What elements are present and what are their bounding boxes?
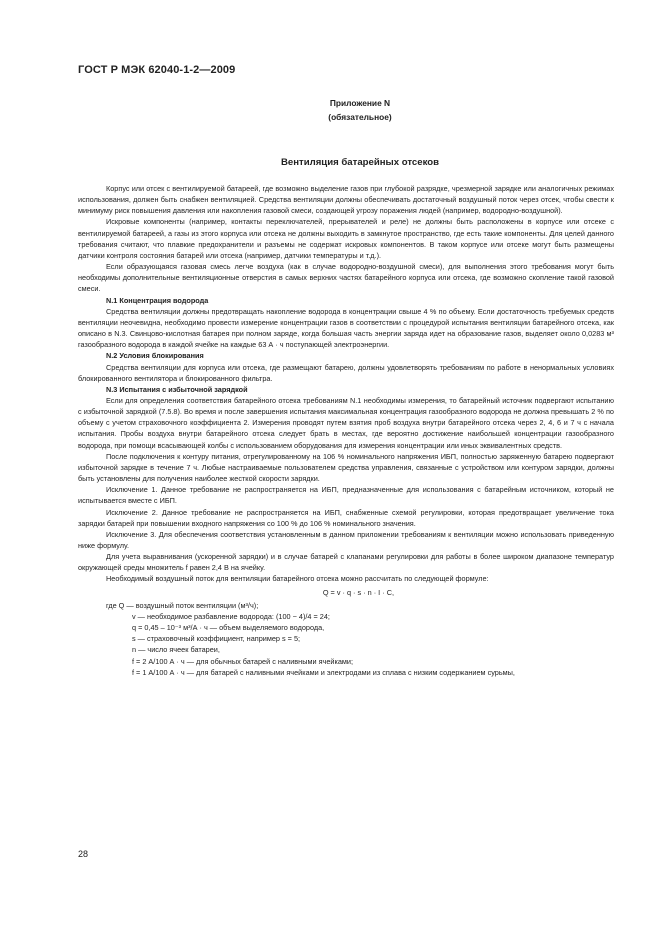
annex-heading: [200, 96, 520, 124]
definition-item: n — число ячеек батареи,: [132, 645, 220, 655]
definition-item: f = 1 А/100 А · ч — для батарей с наливными ячейками и электродами из сплава с низким содержанием сурьмы,: [132, 667, 515, 677]
exception-3: Исключение 3. Для обеспечения соответствия установленным в данном приложении требованиям к вентиляции можно использовать приведенную ниже формулу.: [78, 529, 614, 550]
paragraph: Средства вентиляции для корпуса или отсека, где размещают батарею, должны удовлетворять требованиям по работе в ненормальных условиях блокированного вентилятора и блокированного фильтра.: [78, 362, 614, 383]
definition-item: где Q — воздушный поток вентиляции (м³/ч);: [106, 600, 259, 610]
exception-1: Исключение 1. Данное требование не распространяется на ИБП, предназначенные для использования с батарейным источником, который не испытывается вместе с ИБП.: [78, 485, 614, 506]
section-heading-n1: N.1 Концентрация водорода: [106, 295, 209, 305]
definition-item: v — необходимое разбавление водорода: (100 − 4)/4 = 24;: [132, 611, 330, 621]
paragraph: Искровые компоненты (например, контакты переключателей, прерывателей и реле) не должны быть расположены в корпусе или отсеке с вентилируемой батареей, а газы из этого корпуса или отсека не должны выходить в замкнутое пространство, где есть такие компоненты. Для целей данного требования считают, что плавкие предохранители и разъемы не содержат искровых компонентов. В таком корпусе или отсеке могут быть размещены датчики контроля состояния батарей или отсека (например, датчики температуры и т.д.).: [78, 217, 614, 260]
section-heading-n3: N.3 Испытания с избыточной зарядкой: [106, 384, 248, 394]
exception-2: Исключение 2. Данное требование не распространяется на ИБП, снабженные схемой регулировки, которая предотвращает увеличение тока зарядки батарей при повышении входного напряжения со 100 % до 106 % номинального значения.: [78, 507, 614, 528]
paragraph: Если для определения соответствия батарейного отсека требованиям N.1 необходимы измерения, то батарейный источник подвергают испытанию с избыточной зарядкой (7.5.8). Во время и после завершения испытания максимальная концентрация газообразного водорода не должна превышать 2 % по объему с учетом страховочного коэффициента 2. Измерения проводят путем взятия проб воздуха внутри батарейного отсека через 2, 4, 6 и 7 ч с начала испытания. Пробы воздуха внутри батарейного отсека следует брать в местах, где вероятно достижение наибольшей концентрации газообразного водорода, при помощи всасывающей колбы с использованием оборудования для измерения концентрации или иных эквивалентных средств.: [78, 395, 614, 450]
paragraph: Корпус или отсек с вентилируемой батареей, где возможно выделение газов при глубокой разрядке, чрезмерной зарядке или аналогичных режимах использования, должен быть снабжен вентиляцией. Средства вентиляции должны обеспечивать достаточный воздушный поток через отсек, чтобы свести к минимуму риск повышения давления или накопления газовой смеси, создающей угрозу поражения людей (например, водородно-воздушной).: [78, 184, 614, 216]
annex-status: (обязательное): [328, 112, 392, 122]
annex-title: Вентиляция батарейных отсеков: [280, 157, 440, 168]
standard-header: ГОСТ Р МЭК 62040-1-2—2009: [78, 64, 236, 76]
paragraph: Если образующаяся газовая смесь легче воздуха (как в случае водородно-воздушной смеси), для выполнения этого требования могут быть необходимы дополнительные вентиляционные отверстия в самых верхних частях батарейного корпуса или отсека, где возможно скопление такой газовой смеси.: [78, 262, 614, 294]
definition-item: q = 0,45 – 10⁻³ м³/А · ч — объем выделяемого водорода,: [132, 623, 325, 633]
annex-label: Приложение N: [329, 98, 391, 108]
ventilation-formula: Q = v · q · s · n · I · C,: [322, 587, 394, 597]
definition-item: s — страховочный коэффициент, например s = 5;: [132, 634, 301, 644]
paragraph: Необходимый воздушный поток для вентиляции батарейного отсека можно рассчитать по следующей формуле:: [106, 574, 489, 584]
paragraph: После подключения к контуру питания, отрегулированному на 106 % номинального напряжения ИБП, полностью заряженную батарею подвергают избыточной зарядке в течение 7 ч. Любые настраиваемые пользователем средства управления, связанные с устройством или контуром зарядки, должны быть установлены для получения наиболее жесткой скорости зарядки.: [78, 451, 614, 484]
paragraph: Для учета выравнивания (ускоренной зарядки) и в случае батарей с клапанами регулировки для работы в более широком диапазоне температур окружающей среды множитель f равен 2,4 В на ячейку.: [78, 552, 614, 573]
section-heading-n2: N.2 Условия блокирования: [106, 351, 204, 361]
definition-item: f = 2 А/100 А · ч — для обычных батарей с наливными ячейками;: [132, 656, 353, 666]
paragraph: Средства вентиляции должны предотвращать накопление водорода в концентрации свыше 4 % по объему. Если достаточность требуемых средств вентиляции неочевидна, необходимо провести измерение концентрации газов в соответствии с процедурой испытания вентиляции батарейного отсека, как описано в N.3. Свинцово-кислотная батарея при полном заряде, когда большая часть энергии заряда идет на образование газов, выделяет около 0,0283 м³ газообразного водорода в каждой ячейке на каждые 63 А · ч поступающей электроэнергии.: [78, 306, 614, 350]
page-number: 28: [78, 849, 89, 859]
document-body: [78, 183, 614, 678]
